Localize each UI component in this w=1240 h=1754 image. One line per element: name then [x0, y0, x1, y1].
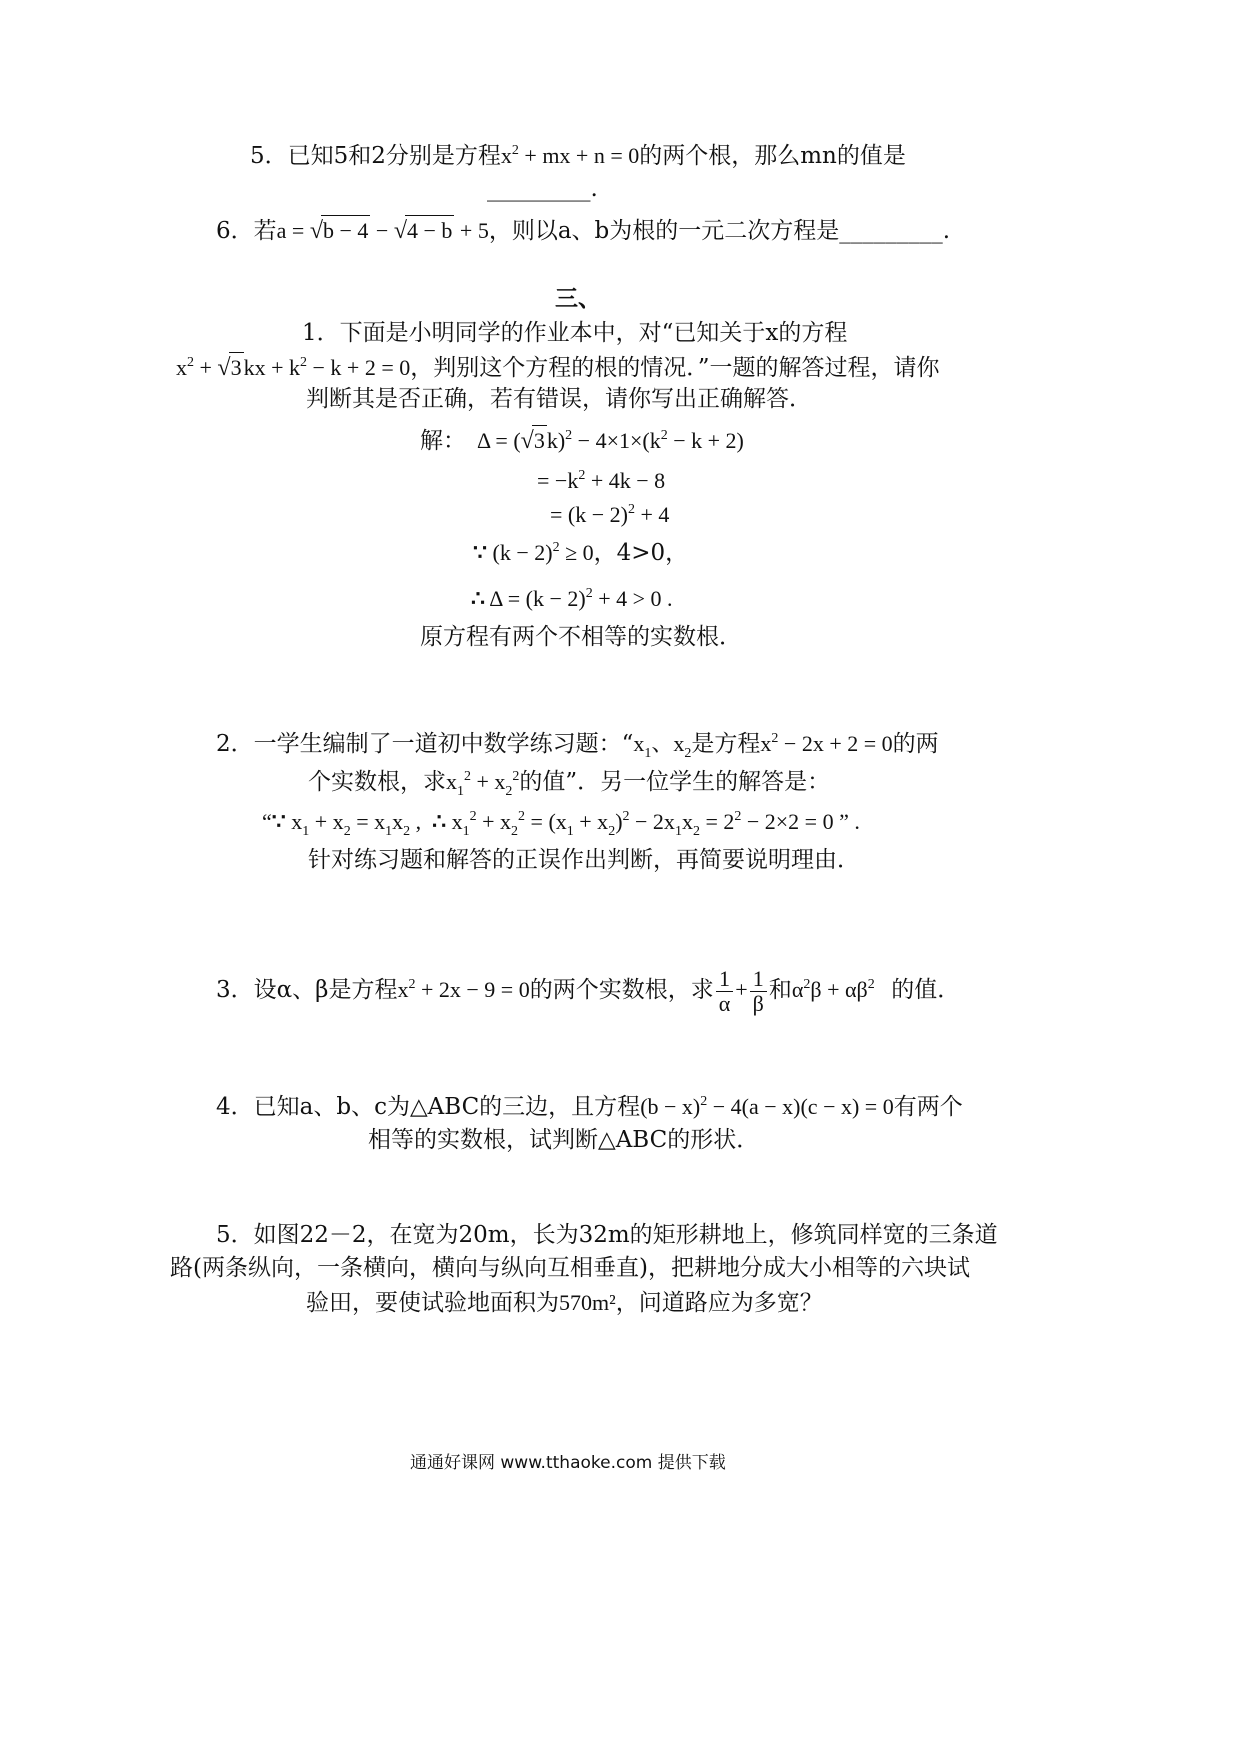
q2-line1 — [216, 729, 939, 759]
q4-line2: 相等的实数根，试判断△ABC的形状． — [368, 1127, 760, 1153]
q3-expression: $\frac{1}{\alpha}$ + $\frac{1}{\beta}$ — [714, 977, 769, 1002]
q3-and: 和 — [768, 977, 792, 1003]
fill-q5-equation: $x^2$ + mx + n = 0 — [500, 143, 640, 168]
q5-line3-prefix: 验田，要使试验地面积为 — [306, 1290, 559, 1316]
q2-line4: 针对练习题和解答的正误作出判断，再简要说明理由． — [308, 847, 860, 873]
q5-line3 — [306, 1288, 823, 1318]
footer-text: 通通好课网 www.tthaoke.com 提供下载 — [410, 1453, 726, 1473]
q1-solution-step3: = $(k - 2)^2 + 4$ — [550, 502, 670, 527]
q3-line — [216, 960, 960, 1020]
q1-solution-step4 — [473, 538, 688, 568]
q2-sum-of-squares: $x_1^2 + x_2^2$ — [446, 769, 520, 799]
therefore-symbol: ∴ — [471, 586, 485, 612]
fill-q5-prefix: 5．已知5和2分别是方程 — [250, 143, 501, 169]
q1-equation: $x^2 + √3kx + k^2 - k + 2 = 0$ — [176, 355, 410, 380]
fill-q5-suffix: 的两个根，那么mn的值是 — [639, 143, 906, 169]
q4-line1-prefix: 4．已知a、b、c为△ABC的三边，且方程 — [216, 1094, 641, 1120]
q2-line1-suffix: 的两 — [892, 731, 939, 757]
q1-step4-math: $(k - 2)^2 \ge 0$ — [487, 540, 594, 565]
q2-line1-prefix: 2．一学生编制了一道初中数学练习题：“ — [216, 731, 634, 757]
fill-q6-equation: a = √b − 4 − √4 − b + 5 — [277, 218, 489, 243]
fill-q5-line1 — [250, 141, 906, 171]
q1-solution-step1 — [420, 425, 744, 456]
q5-line3-suffix: ，问道路应为多宽？ — [615, 1290, 823, 1316]
q1-line3: 判断其是否正确，若有错误，请你写出正确解答． — [306, 386, 812, 412]
fill-q5-blank: _________. — [487, 176, 598, 202]
q3-equation: $x^2 + 2x - 9 = 0$ — [397, 977, 530, 1002]
q1-delta-expression: $\Delta = (√3k)^2 - 4\times 1\times(k^2 - k + 2)$ — [466, 428, 744, 453]
q4-line1-suffix: 有两个 — [893, 1094, 963, 1120]
q2-line2-prefix: 个实数根，求 — [308, 769, 446, 795]
q1-line2 — [176, 352, 940, 383]
q3-mid: 的两个实数根，求 — [529, 977, 714, 1003]
q3-expression2: $\alpha^2\beta + \alpha\beta^2$ — [791, 977, 875, 1002]
q1-step5-math: $\Delta = (k - 2)^2 + 4 > 0$ . — [485, 586, 673, 611]
q2-student-answer: “∵ $x_1 + x_2 = x_1x_2$ , ∴ $x_1^2 + x_2^2 = (x_1 + x_2)^2 - 2x_1x_2 = 2^2 - 2\times 2 = 0$ ” . — [262, 809, 860, 839]
q1-line1: 1．下面是小明同学的作业本中，对“已知关于x的方程 — [302, 320, 848, 346]
q3-suffix: 的值． — [891, 977, 961, 1003]
fill-q6-suffix: ，则以a、b为根的一元二次方程是 — [488, 218, 840, 244]
fill-q6-line — [216, 215, 950, 246]
q2-equation: $x^2 - 2x + 2 = 0$ — [760, 731, 893, 756]
fill-q6-blank: _________. — [839, 218, 951, 244]
q1-solution-step2: = $-k^2 + 4k - 8$ — [537, 468, 666, 493]
q5-line2: 路(两条纵向，一条横向，横向与纵向互相垂直)，把耕地分成大小相等的六块试 — [170, 1255, 970, 1281]
q2-line2-suffix: 的值”．另一位学生的解答是： — [519, 769, 831, 795]
q1-solution-label: 解： — [420, 428, 466, 454]
because-symbol: ∵ — [473, 540, 487, 566]
q1-step4-extra: ，4>0， — [593, 540, 689, 566]
q4-line1 — [216, 1092, 963, 1122]
q1-conclusion: 原方程有两个不相等的实数根． — [420, 624, 742, 650]
q5-line1: 5．如图22－2，在宽为20m，长为32m的矩形耕地上，修筑同样宽的三条道 — [216, 1222, 998, 1248]
q2-roots: $x_1$、$x_2$ — [633, 731, 692, 761]
q4-equation: $(b - x)^2 - 4(a - x)(c - x) = 0$ — [640, 1094, 894, 1119]
q3-prefix: 3．设α、β是方程 — [216, 977, 398, 1003]
q2-line1-mid: 是方程 — [691, 731, 761, 757]
q5-area: 570m² — [559, 1290, 616, 1315]
q2-line2 — [308, 767, 830, 797]
section-heading: 三、 — [555, 286, 601, 312]
q1-solution-step5 — [471, 584, 673, 614]
q1-line2-suffix: ，判别这个方程的根的情况．”一题的解答过程，请你 — [410, 355, 940, 381]
fill-q6-prefix: 6．若 — [216, 218, 277, 244]
